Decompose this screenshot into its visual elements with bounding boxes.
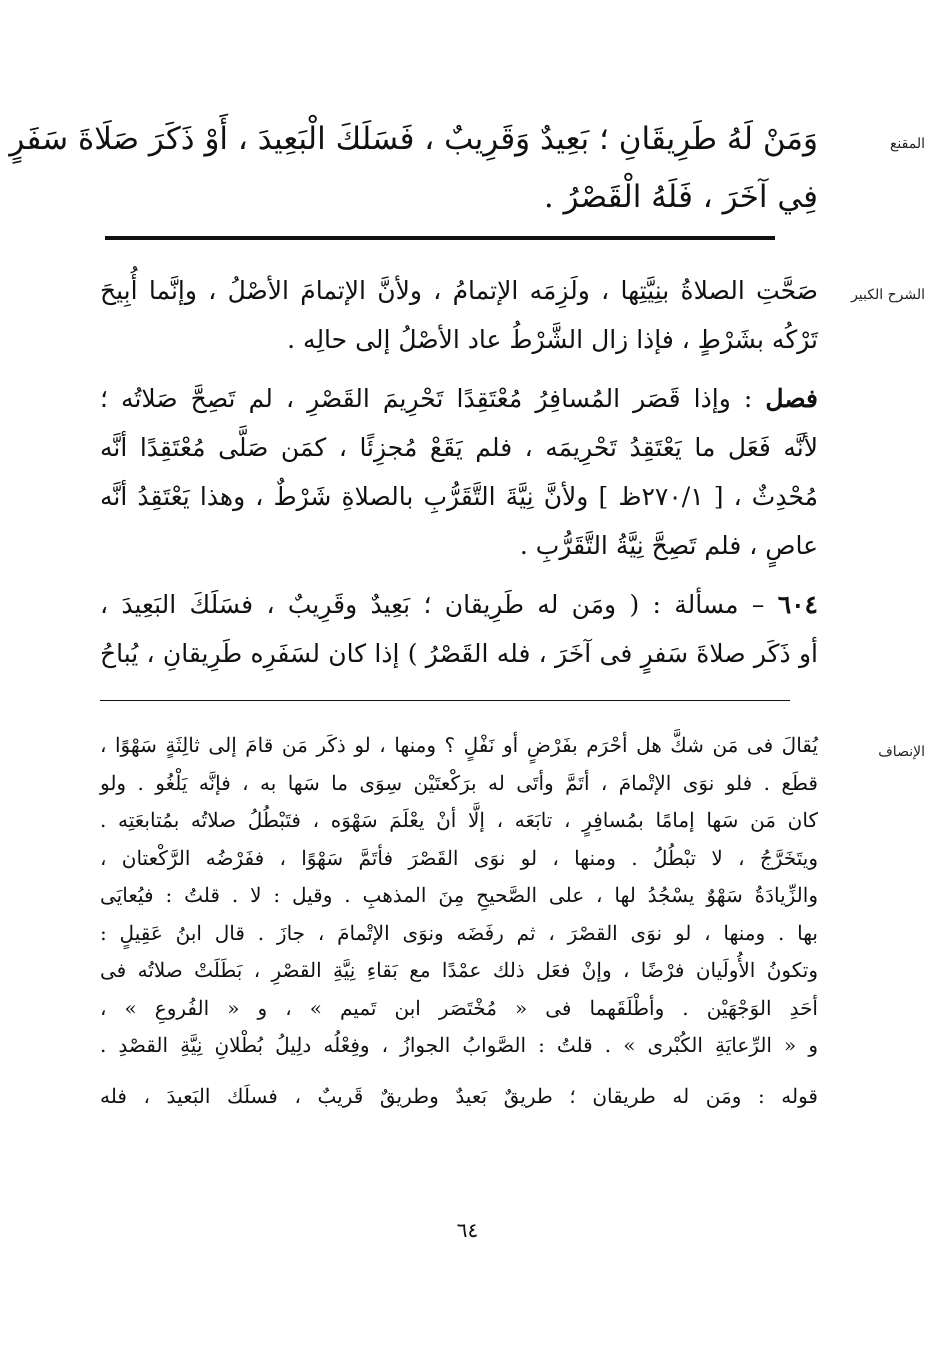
insaf-line-2: قطَع . فلو نوَى الإتْمامَ ، أتَمَّ وأتَى له برَكْعتَيْن سِوَى ما سَها به ، فإنَّه يَلْغُو . ولو [100, 770, 818, 795]
insaf-line-6: بها . ومنها ، لو نوَى القصْرَ ، ثم رفَضَه ونوَى الإتْمامَ ، جازَ . قال ابنُ عَقِيلٍ : [100, 920, 818, 945]
section-label-sharh: الشرح الكبير [851, 287, 925, 303]
fasl-line-4: عاصٍ ، فلم تَصِحَّ نِيَّةُ التَّقَرُّبِ . [519, 531, 818, 560]
muqni-line-1: وَمَنْ لَهُ طَرِيقَانِ ؛ بَعِيدٌ وَقَرِيبٌ ، فَسَلَكَ الْبَعِيدَ ، أَوْ ذَكَرَ صَلَاةَ سَفَرٍ [9, 121, 818, 157]
sharh-text [100, 266, 818, 678]
masala-line-2: أو ذَكَر صلاةَ سَفرٍ فى آخَرَ ، فله القَصْرُ ) إذا كان لسَفَرِه طَرِيقانِ ، يُباحُ [100, 639, 818, 668]
masala-first-line-text: – مسألة : ( ومَن له طَرِيقان ؛ بَعِيدٌ وقَرِيبٌ ، فسَلَكَ البَعِيدَ ، [100, 590, 778, 619]
muqni-text [9, 110, 818, 226]
fasl-line-2: لأنَّه فَعَل ما يَعْتَقِدُ تَحْرِيمَه ، فلم يَقَعْ مُجزِئًا ، كمَن صَلَّى مُعْتَقِدًا أنَّه [100, 433, 818, 462]
sharh-intro-line-1: صَحَّتِ الصلاةُ بنِيَّتِها ، ولَزِمَه الإتمامُ ، ولأنَّ الإتمامَ الأصْلُ ، وإنَّما أُبِيحَ [100, 276, 818, 305]
fasl-first-line-text: : وإذا قَصَر المُسافِرُ مُعْتَقِدًا تَحْرِيمَ القَصْرِ ، لم تَصِحَّ صَلاتُه ؛ [100, 384, 766, 413]
thick-divider [105, 236, 775, 240]
insaf-line-5: والزِّيادَةُ سَهْوٌ يسْجُدُ لها ، على الصَّحيحِ مِنَ المذهبِ . وقيل : لا . قلتُ : فيُعايَى [100, 883, 818, 907]
insaf-line-1: يُقالَ فى مَن شكَّ هل أحْرَم بفَرْضٍ أو نَفْلٍ ؟ ومنها ، لو ذكَر مَن قامَ إلى ثالِثَةٍ سَهْوًا ، [100, 733, 818, 757]
sharh-intro-line-2: تَرْكُه بشَرْطٍ ، فإذا زال الشَّرْطُ عاد الأصْلُ إلى حالِه . [287, 325, 818, 354]
insaf-line-8: أحَدِ الوَجْهَيْن . وأطْلَقَهما فى « مُخْتَصَر ابن تَميم » ، و « الفُروعِ » ، [100, 995, 818, 1020]
page-number: ٦٤ [456, 1218, 479, 1242]
insaf-qawluhu-line: قوله : ومَن له طريقان ؛ طريقٌ بَعيدٌ وطريقٌ قَريبٌ ، فسلَك البَعيدَ ، فله [100, 1083, 818, 1108]
insaf-line-9: و « الرِّعايَةِ الكُبْرى » . قلتُ : الصَّوابُ الجوازُ ، وفِعْلُه دلِيلُ بُطْلانِ نِيَّةِ القصْدِ . [100, 1033, 818, 1057]
insaf-line-3: كان مَن سَها إمامًا بمُسافِرٍ ، تابَعَه ، إلَّا أنْ يعْلَمَ سَهْوَه ، فتَبْطُلُ صلاتُه بمُتابعَتِه . [100, 808, 818, 832]
fasl-line-3: مُحْدِثٌ ، [ ٢٧٠/١ظ ] ولأنَّ نِيَّةَ التَّقَرُّبِ بالصلاةِ شَرْطٌ ، وهذا يَعْتَقِدُ أنَّه [100, 482, 818, 511]
muqni-line-2: فِي آخَرَ ، فَلَهُ الْقَصْرُ . [543, 179, 818, 215]
fasl-word: فصل [765, 384, 818, 413]
section-label-insaf: الإنصاف [878, 744, 925, 760]
masala-number: ٦٠٤ [777, 590, 818, 619]
fasl-heading-line [100, 374, 818, 423]
insaf-text [100, 727, 818, 1115]
section-label-muqni: المقنع [889, 136, 925, 152]
insaf-line-7: وتكونُ الأُولَيان فرْضًا ، وإنْ فعَل ذلك عمْدًا مع بَقاءِ نِيَّةِ القصْرِ ، بَطَلَتْ صلاتُه فى [100, 958, 818, 982]
masala-heading-line [100, 580, 818, 629]
thin-divider [100, 700, 790, 701]
insaf-line-4: ويتَخَرَّجُ ، لا تبْطُلُ . ومنها ، لو نوَى القَصْرَ فأتَمَّ سَهْوًا ، ففَرْضُه الرَّكْعتان ، [100, 845, 818, 870]
